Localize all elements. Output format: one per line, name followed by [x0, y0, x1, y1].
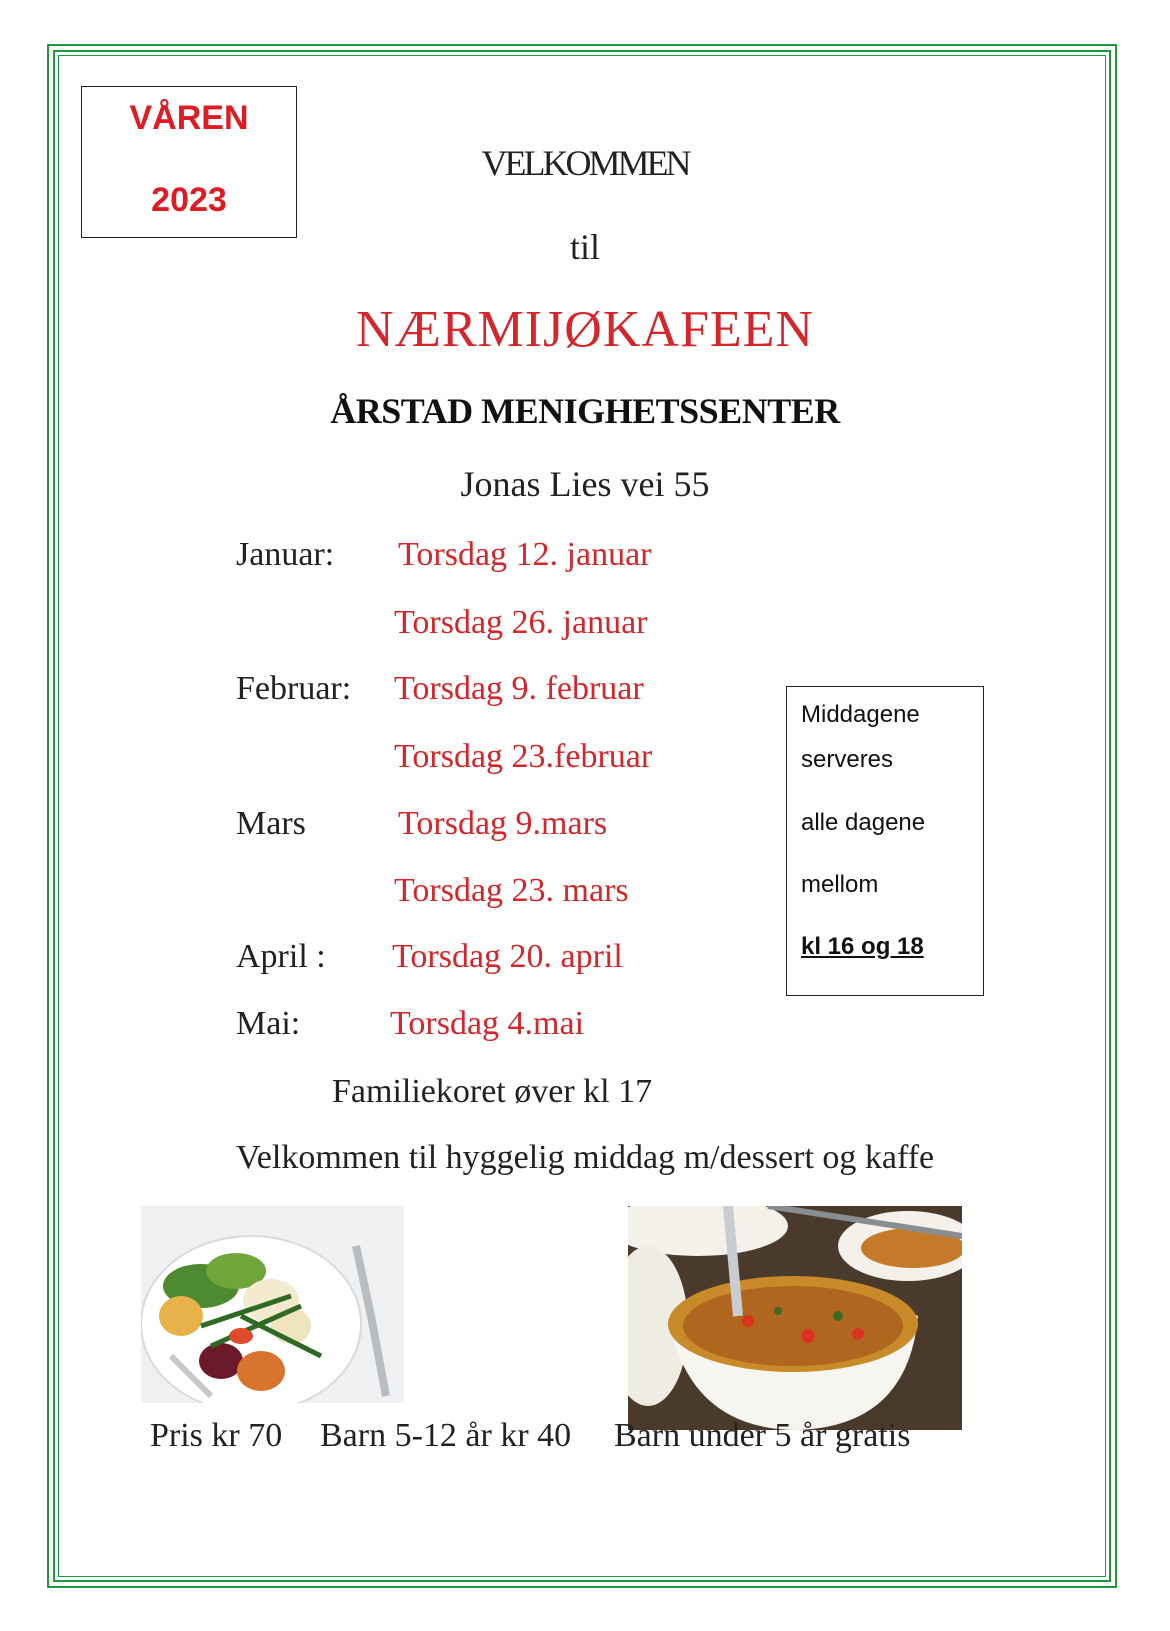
- date-item: Torsdag 20. april: [392, 938, 623, 975]
- price-child: Barn 5-12 år kr 40: [320, 1417, 572, 1454]
- date-item: Torsdag 23.februar: [394, 738, 653, 775]
- info-hours: kl 16 og 18: [801, 933, 924, 960]
- month-mai: Mai:: [236, 1005, 301, 1042]
- month-mars: Mars: [236, 805, 306, 842]
- price-adult: Pris kr 70: [150, 1417, 283, 1454]
- month-april: April :: [236, 938, 326, 975]
- season-year: 2023: [151, 181, 227, 219]
- choir-note: Familiekoret øver kl 17: [332, 1073, 653, 1110]
- welcome-dinner-line: Velkommen til hyggelig middag m/dessert og kaffe: [236, 1139, 935, 1176]
- price-small-child: Barn under 5 år gratis: [614, 1417, 911, 1454]
- venue-name: ÅRSTAD MENIGHETSSENTER: [330, 391, 840, 431]
- info-line: mellom: [801, 871, 879, 898]
- info-line: serveres: [801, 746, 894, 773]
- cafe-title: NÆRMIJØKAFEEN: [356, 301, 814, 358]
- til-text: til: [569, 227, 600, 267]
- season-label: VÅREN: [129, 99, 249, 137]
- date-item: Torsdag 26. januar: [394, 604, 648, 641]
- info-line: alle dagene: [801, 809, 926, 836]
- month-februar: Februar:: [236, 670, 352, 707]
- soup-bowl-photo: [628, 1206, 962, 1430]
- date-item: Torsdag 4.mai: [390, 1005, 585, 1042]
- venue-address: Jonas Lies vei 55: [460, 464, 710, 504]
- date-item: Torsdag 9.mars: [398, 805, 608, 842]
- welcome-heading: VELKOMMEN: [481, 143, 689, 183]
- salad-plate-photo: [141, 1206, 404, 1403]
- date-item: Torsdag 23. mars: [394, 872, 629, 909]
- month-januar: Januar:: [236, 536, 335, 573]
- info-line: Middagene: [801, 701, 920, 728]
- serving-hours-box: [786, 686, 984, 996]
- date-item: Torsdag 9. februar: [394, 670, 644, 707]
- date-item: Torsdag 12. januar: [398, 536, 652, 573]
